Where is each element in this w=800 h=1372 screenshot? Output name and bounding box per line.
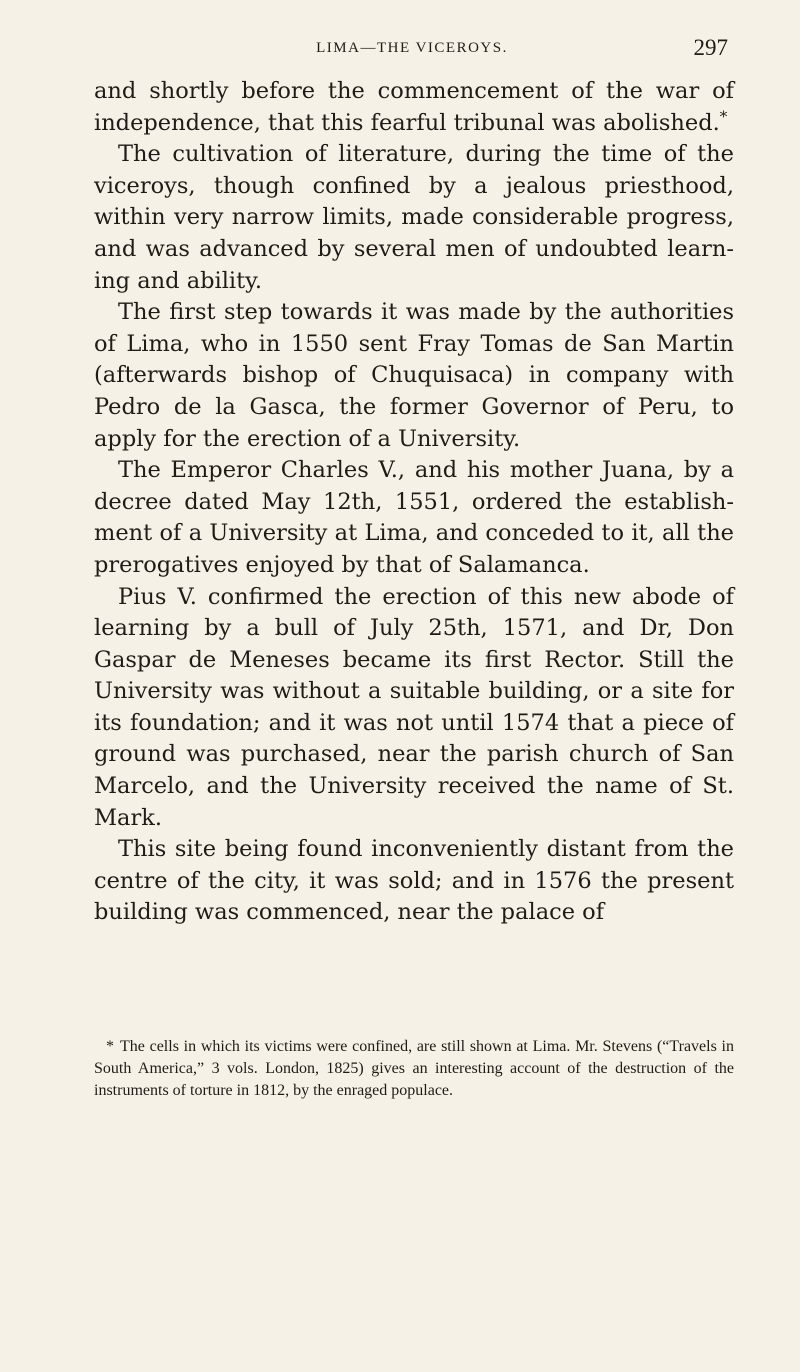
footnote-reference: * [719, 107, 728, 126]
paragraph-first-step: The first step towards it was made by the authorities of Lima, who in 1550 sent Fray Tomas de San Martin (afterwards bishop of Chuquisaca) in company with Pedro de la Gasca, the former Governor of Peru, to apply for the erection of a University. [94, 299, 734, 452]
main-text [94, 76, 734, 929]
paragraph-literature: The cultivation of literature, during the time of the viceroys, though confined by a jealous priesthood, within very narrow limits, made considerable progress, and was advanced by several men of undoubted learning and ability. [94, 141, 734, 294]
footnote [94, 1036, 734, 1102]
running-title: LIMA—THE VICEROYS. [316, 40, 508, 56]
paragraph-pius-v: Pius V. confirmed the erection of this new abode of learning by a bull of July 25th, 1571, and Dr, Don Gaspar de Meneses became its first Rector. Still the University was without a suitable building, or a site for its foundation; and it was not until 1574 that a piece of ground was purchased, near the parish church of San Marcelo, and the University received the name of St. Mark. [94, 583, 734, 831]
page-number: 297 [693, 35, 728, 60]
paragraph-present-building: This site being found inconveniently distant from the centre of the city, it was sold; and in 1576 the present building was commenced, near the palace of [94, 836, 734, 926]
paragraph-emperor-decree: The Emperor Charles V., and his mother Juana, by a decree dated May 12th, 1551, ordered the establishment of a University at Lima, and conceded to it, all the prerogatives enjoyed by that of Salamanca. [94, 457, 734, 578]
paragraph-text: and shortly before the commencement of the war of independence, that this fearful tribunal was abolished. [94, 78, 734, 136]
paragraph-continued [94, 76, 734, 139]
running-head [96, 30, 728, 66]
footnote-mark: * [106, 1038, 114, 1055]
footnote-text: The cells in which its victims were confined, are still shown at Lima. Mr. Stevens (“Travels in South America,” 3 vols. London, 1825) gives an interesting account of the destruction of the instruments of torture in 1812, by the enraged populace. [94, 1038, 734, 1099]
